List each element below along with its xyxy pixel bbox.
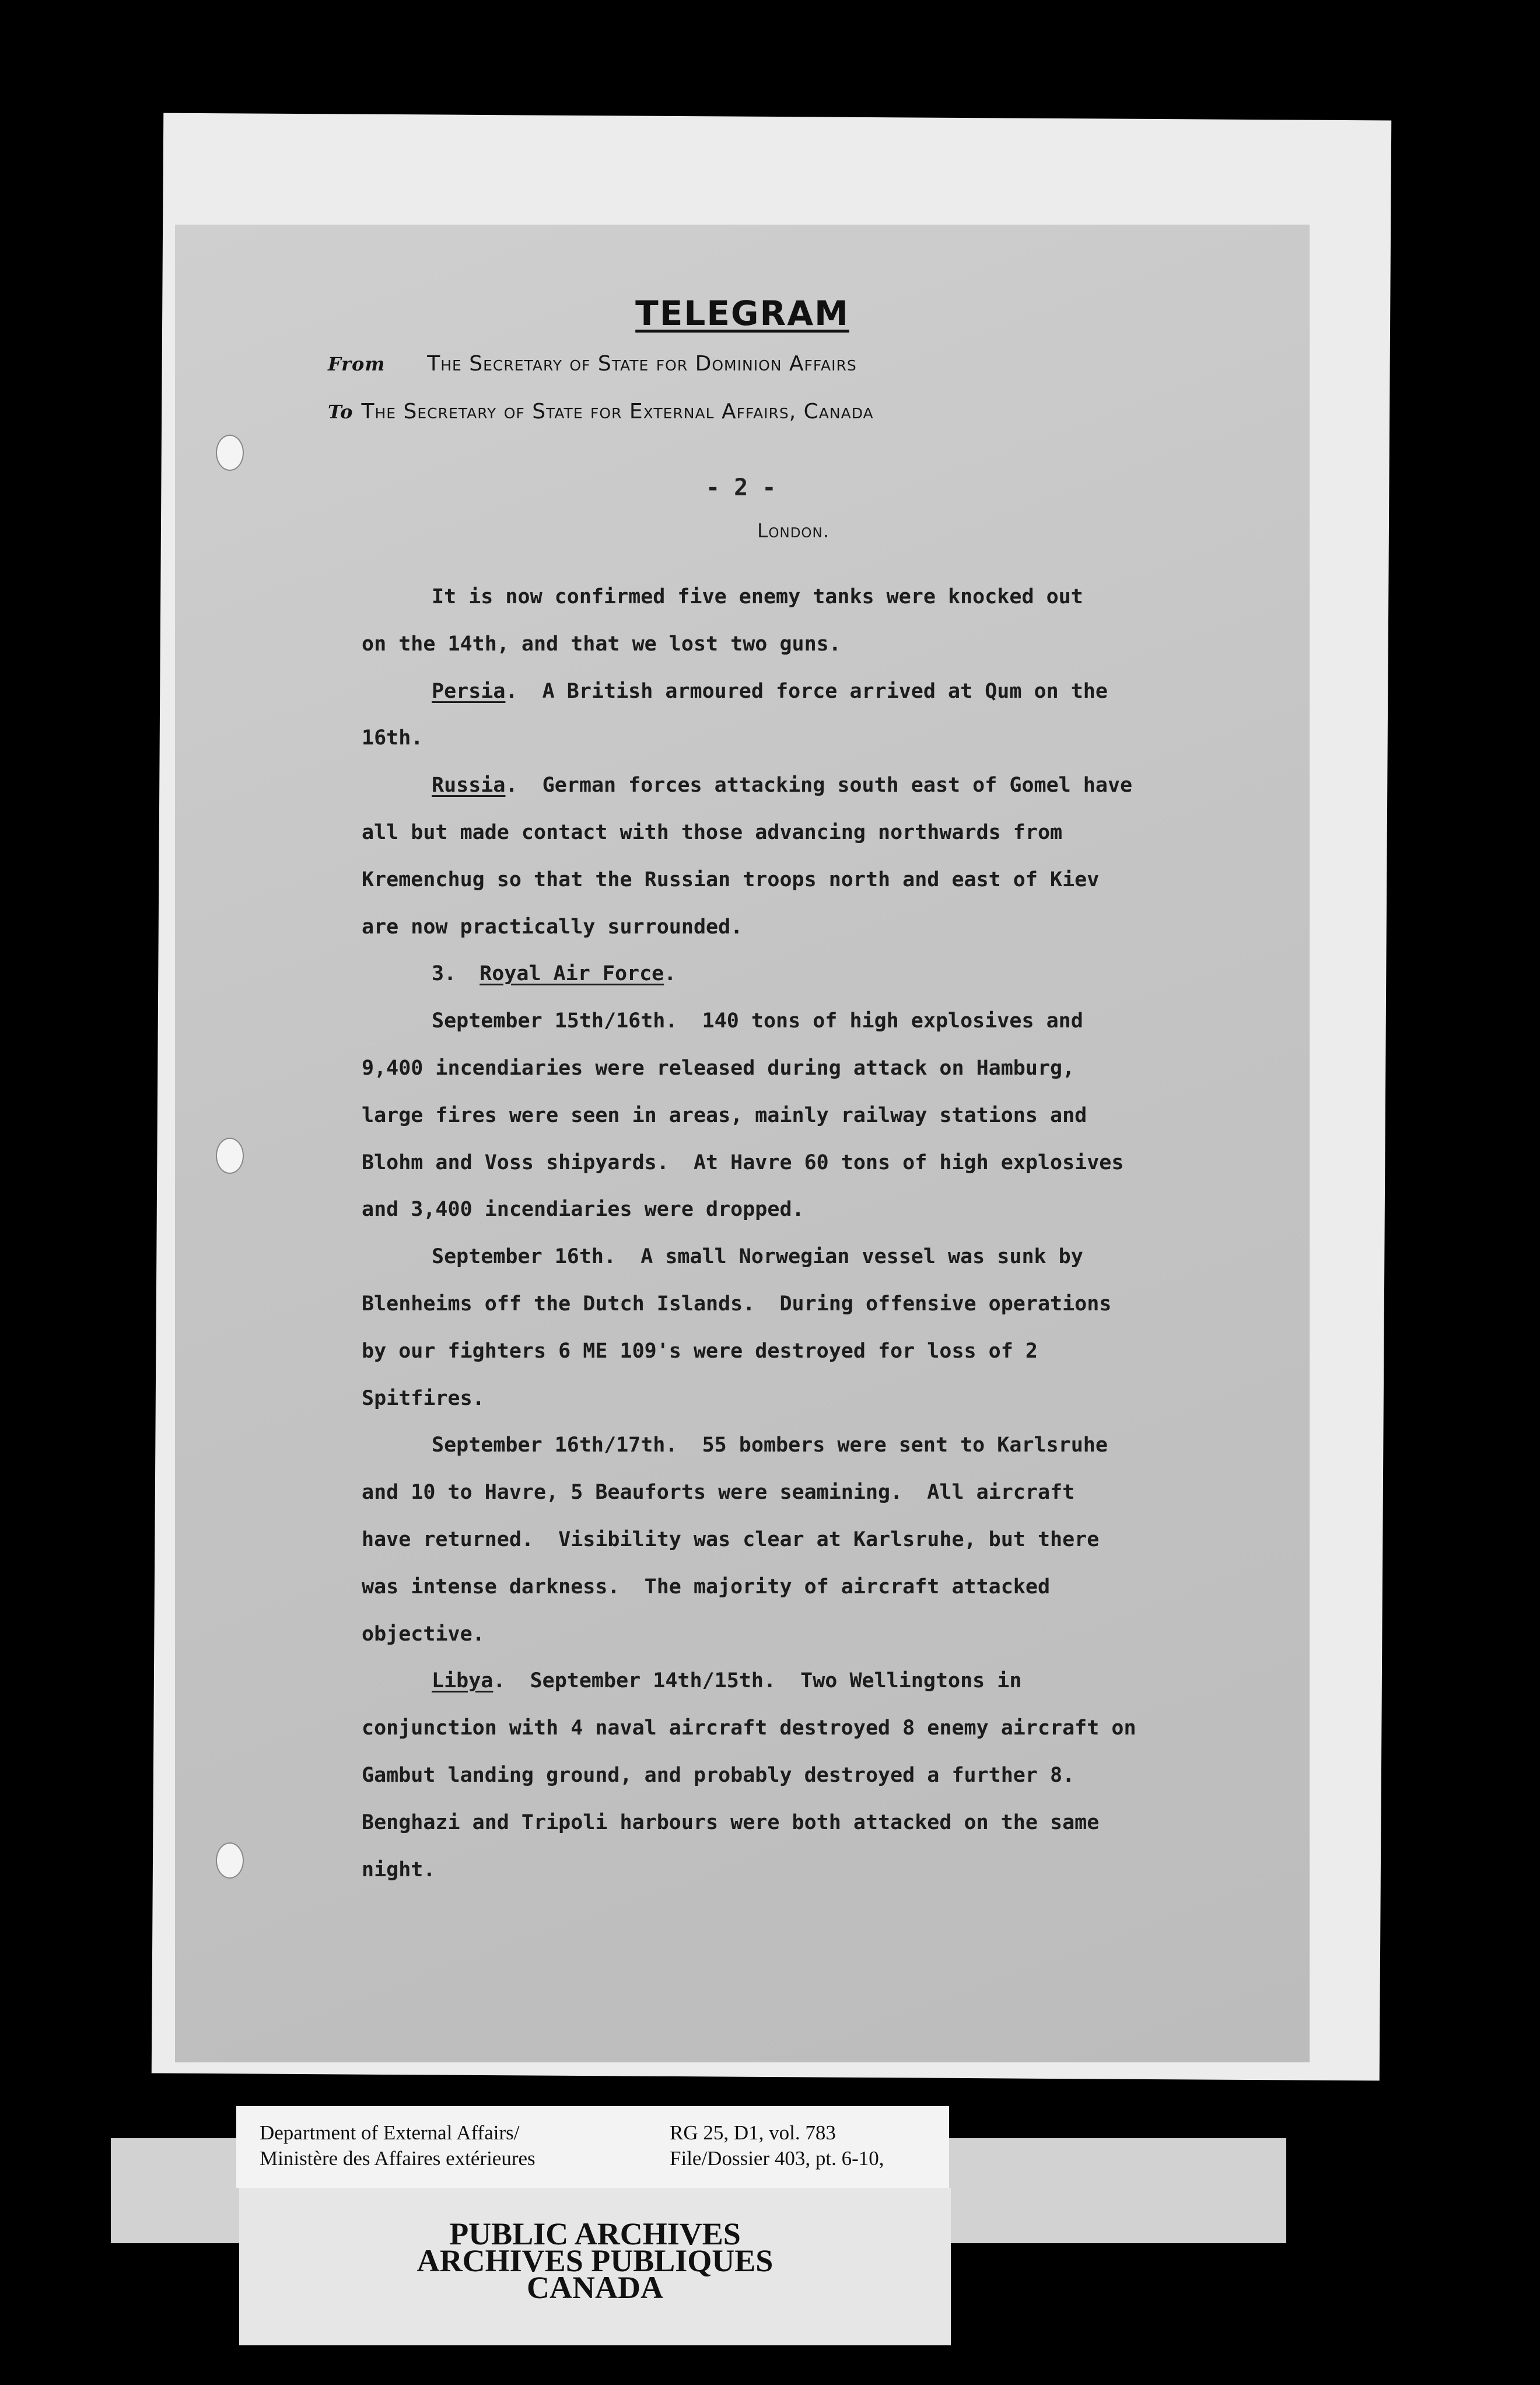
text-line: Blenheims off the Dutch Islands. During offensive operations: [362, 1292, 1112, 1316]
text-line: 16th.: [362, 726, 424, 750]
from-value: The Secretary of State for Dominion Affairs: [427, 352, 857, 376]
text-line: Benghazi and Tripoli harbours were both attacked on the same: [362, 1810, 1100, 1834]
text-line: [362, 1657, 1289, 1705]
to-line: [328, 400, 874, 424]
file-reference: [670, 2120, 884, 2171]
text-line: objective.: [362, 1622, 485, 1646]
section-heading-russia: Russia: [432, 774, 506, 798]
from-line: [328, 352, 857, 376]
reference-line-2: File/Dossier 403, pt. 6-10,: [670, 2147, 884, 2170]
text-line: September 16th/17th. 55 bombers were sent to Karlsruhe: [432, 1433, 1108, 1457]
department-line-1: Department of External Affairs/: [260, 2121, 520, 2144]
text-line: Kremenchug so that the Russian troops north and east of Kiev: [362, 868, 1100, 891]
text-line: have returned. Visibility was clear at Karlsruhe, but there: [362, 1527, 1100, 1551]
to-label: To: [328, 401, 354, 423]
text-line: Blohm and Voss shipyards. At Havre 60 tons of high explosives: [362, 1150, 1124, 1174]
telegram-page: [175, 225, 1310, 2062]
page-number: - 2 -: [706, 474, 776, 501]
telegram-body: [362, 573, 1289, 1893]
text-line: conjunction with 4 naval aircraft destroyed 8 enemy aircraft on: [362, 1716, 1136, 1740]
text-line: by our fighters 6 ME 109's were destroyed for loss of 2: [362, 1339, 1038, 1363]
text-line: [362, 950, 1289, 998]
archives-stamp-text: [239, 2216, 951, 2305]
section-heading-libya: Libya: [432, 1669, 494, 1693]
text-line: on the 14th, and that we lost two guns.: [362, 632, 841, 656]
text-line: and 3,400 incendiaries were dropped.: [362, 1198, 804, 1222]
archives-line-3: CANADA: [527, 2270, 663, 2305]
text-line: Gambut landing ground, and probably destroyed a further 8.: [362, 1763, 1075, 1787]
text-line: September 16th. A small Norwegian vessel was sunk by: [432, 1245, 1083, 1269]
text-line: night.: [362, 1858, 436, 1882]
text-line: September 15th/16th. 140 tons of high explosives and: [432, 1009, 1083, 1033]
origin-city: London.: [757, 519, 830, 542]
text-line: and 10 to Havre, 5 Beauforts were seamining. All aircraft: [362, 1481, 1075, 1505]
text-fragment: . September 14th/15th. Two Wellingtons in: [493, 1669, 1022, 1693]
text-line: are now practically surrounded.: [362, 915, 743, 939]
section-heading-raf: Royal Air Force: [480, 962, 664, 986]
from-label: From: [328, 353, 386, 375]
section-number: 3.: [432, 962, 457, 986]
archives-line-2: ARCHIVES PUBLIQUES: [416, 2243, 774, 2278]
text-line: was intense darkness. The majority of aircraft attacked: [362, 1575, 1051, 1599]
to-value: The Secretary of State for External Affairs, Canada: [361, 400, 874, 424]
text-fragment: . German forces attacking south east of Gomel have: [505, 774, 1133, 798]
punch-hole: [216, 1138, 244, 1174]
department-line-2: Ministère des Affaires extérieures: [260, 2147, 536, 2170]
text-fragment: .: [664, 962, 677, 986]
text-line: Spitfires.: [362, 1386, 485, 1410]
telegram-title: TELEGRAM: [635, 293, 849, 333]
text-line: [362, 668, 1289, 715]
text-line: all but made contact with those advancing northwards from: [362, 820, 1063, 844]
reference-line-1: RG 25, D1, vol. 783: [670, 2121, 836, 2144]
text-line: large fires were seen in areas, mainly railway stations and: [362, 1103, 1087, 1127]
text-fragment: . A British armoured force arrived at Qum on the: [505, 679, 1108, 703]
archives-line-1: PUBLIC ARCHIVES: [449, 2216, 741, 2251]
punch-hole: [216, 1842, 244, 1879]
text-line: It is now confirmed five enemy tanks were knocked out: [432, 585, 1083, 609]
department-label: [260, 2120, 536, 2171]
reference-stamp: [236, 2106, 949, 2188]
text-line: 9,400 incendiaries were released during attack on Hamburg,: [362, 1056, 1075, 1080]
section-heading-persia: Persia: [432, 679, 506, 703]
text-line: [362, 762, 1289, 809]
punch-hole: [216, 435, 244, 471]
